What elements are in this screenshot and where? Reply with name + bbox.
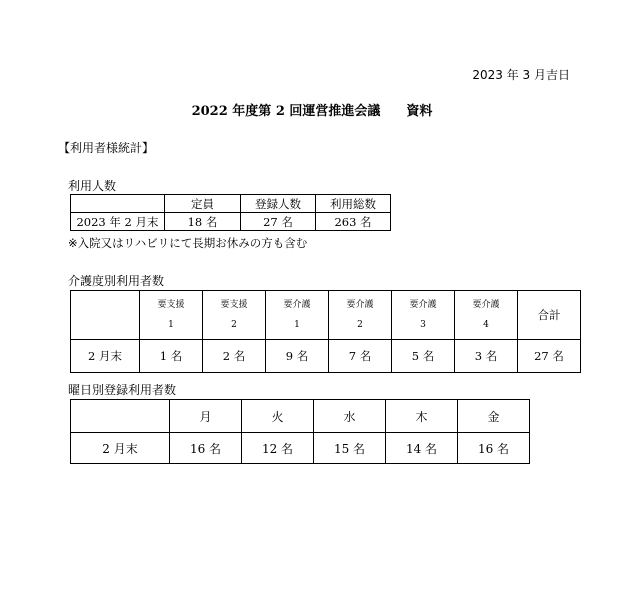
table-cell: 2 名 [203,340,266,373]
user-count-table [70,194,391,231]
table-cell: 27 名 [518,340,581,373]
table-cell [71,400,170,433]
table-cell [329,291,392,340]
document-date: 2023 年 3 月吉日 [472,68,570,82]
table-cell: 27 名 [241,213,316,231]
header-bottom: 3 [420,320,426,330]
table-cell: 9 名 [266,340,329,373]
table-cell: 月 [170,400,242,433]
header-top: 要支援 [220,300,248,310]
table-cell: 7 名 [329,340,392,373]
table-cell: 14 名 [386,433,458,464]
header-top: 要介護 [283,300,311,310]
header-bottom: 2 [231,320,237,330]
table-cell [392,291,455,340]
table-cell [455,291,518,340]
table-cell [71,195,165,213]
table-cell: 金 [458,400,530,433]
weekday-table [70,399,530,464]
table-cell [203,291,266,340]
care-level-heading: 介護度別利用者数 [68,274,165,288]
table-row [71,340,581,373]
table-row [71,213,391,231]
table-cell: 5 名 [392,340,455,373]
care-level-table [70,290,581,373]
table-header-row [71,291,581,340]
table-cell: 利用総数 [316,195,391,213]
header-bottom: 1 [294,320,300,330]
header-top: 要支援 [157,300,185,310]
user-count-note: ※入院又はリハビリにて長期お休みの方も含む [68,236,308,250]
table-cell: 16 名 [170,433,242,464]
header-bottom: 4 [483,320,489,330]
table-cell [266,291,329,340]
weekday-heading: 曜日別登録利用者数 [68,383,177,397]
table-cell: 登録人数 [241,195,316,213]
document-title: 2022 年度第 2 回運営推進会議 資料 [191,104,433,119]
table-cell: 2 月末 [71,433,170,464]
table-cell: 火 [242,400,314,433]
header-top: 要介護 [346,300,374,310]
table-cell: 12 名 [242,433,314,464]
header-bottom: 1 [168,320,174,330]
table-cell [140,291,203,340]
table-cell: 水 [314,400,386,433]
table-cell: 合計 [518,291,581,340]
user-count-heading: 利用人数 [68,179,117,193]
table-cell: 定員 [165,195,241,213]
header-top: 要介護 [472,300,500,310]
table-cell: 2 月末 [71,340,140,373]
table-cell: 18 名 [165,213,241,231]
table-cell: 16 名 [458,433,530,464]
table-cell: 263 名 [316,213,391,231]
table-row [71,433,530,464]
table-header-row [71,195,391,213]
table-cell: 15 名 [314,433,386,464]
table-cell [71,291,140,340]
table-cell: 2023 年 2 月末 [71,213,165,231]
header-top: 要介護 [409,300,437,310]
section-label: 【利用者様統計】 [58,141,155,155]
table-header-row [71,400,530,433]
table-cell: 1 名 [140,340,203,373]
header-bottom: 2 [357,320,363,330]
table-cell: 3 名 [455,340,518,373]
table-cell: 木 [386,400,458,433]
